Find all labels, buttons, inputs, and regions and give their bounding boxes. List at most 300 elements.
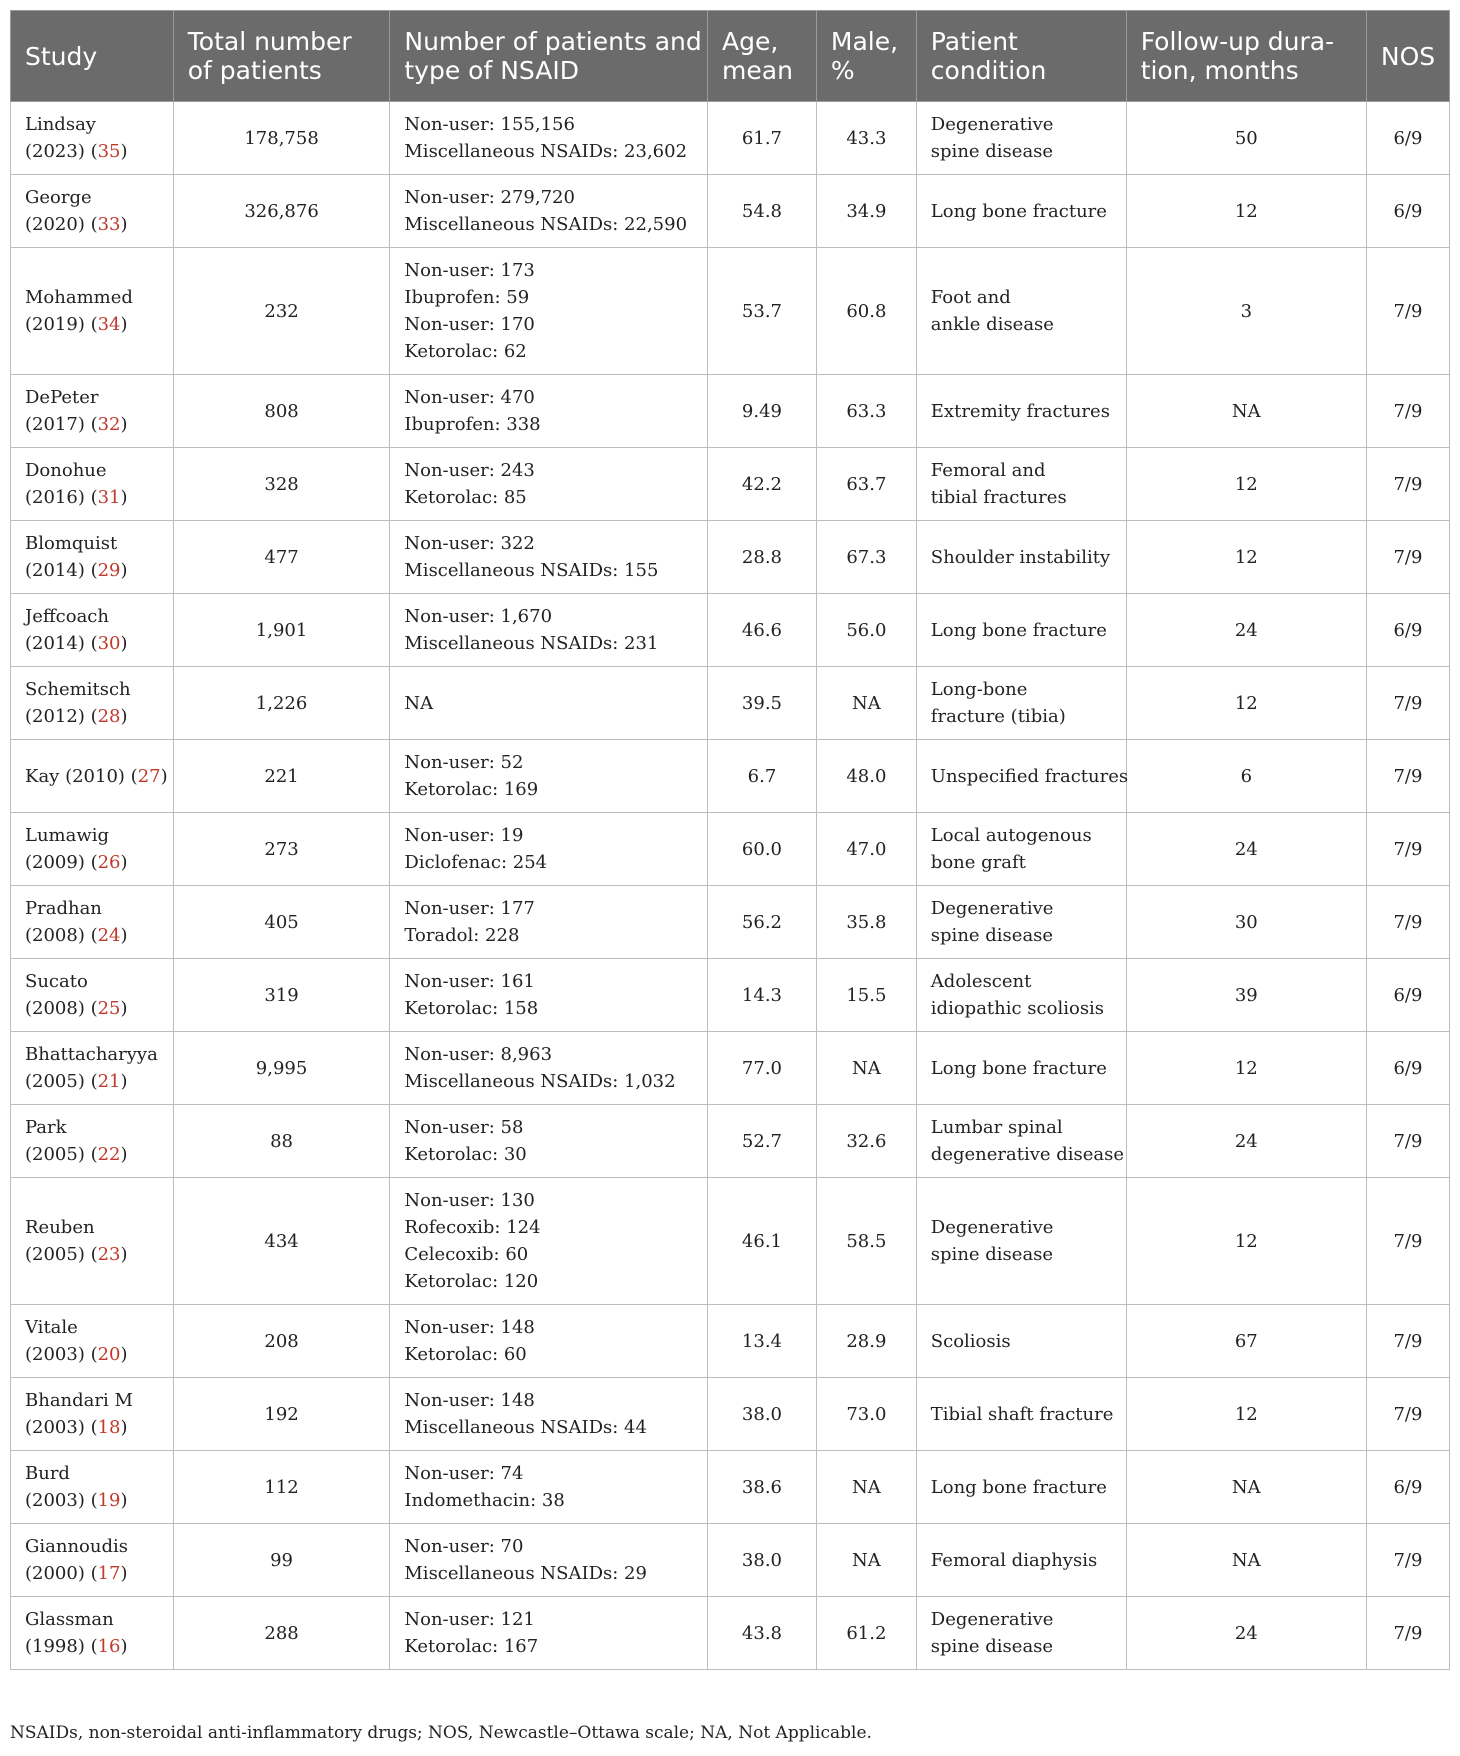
reference-link: 21 xyxy=(97,1071,121,1092)
followup-cell: 12 xyxy=(1126,175,1366,248)
condition-line: spine disease xyxy=(930,925,1054,946)
followup-cell: 24 xyxy=(1126,813,1366,886)
nos-cell: 7/9 xyxy=(1366,248,1449,375)
nsaid-cell xyxy=(390,1451,708,1524)
condition-line: Degenerative xyxy=(930,1609,1054,1630)
condition-cell xyxy=(916,1378,1126,1451)
age-cell: 43.8 xyxy=(708,1597,817,1670)
followup-cell: NA xyxy=(1126,1451,1366,1524)
condition-cell xyxy=(916,886,1126,959)
condition-line: idiopathic scoliosis xyxy=(930,998,1105,1019)
nsaid-cell xyxy=(390,1105,708,1178)
total-patients-cell: 208 xyxy=(173,1305,390,1378)
nsaid-cell xyxy=(390,1032,708,1105)
reference-link: 29 xyxy=(97,560,121,581)
total-patients-cell: 434 xyxy=(173,1178,390,1305)
study-name: Bhandari M xyxy=(25,1390,133,1411)
nsaid-line: Non-user: 148 xyxy=(404,1317,535,1338)
nsaid-line: Non-user: 155,156 xyxy=(404,114,575,135)
condition-cell xyxy=(916,1032,1126,1105)
condition-cell xyxy=(916,248,1126,375)
male-cell: 73.0 xyxy=(816,1378,916,1451)
nsaid-line: Non-user: 148 xyxy=(404,1390,535,1411)
total-patients-cell: 319 xyxy=(173,959,390,1032)
reference-link: 27 xyxy=(137,765,161,787)
nsaid-line: Miscellaneous NSAIDs: 22,590 xyxy=(404,214,688,235)
nsaid-cell xyxy=(390,1305,708,1378)
table-footnote: NSAIDs, non-steroidal anti-inflammatory drugs; NOS, Newcastle–Ottawa scale; NA, Not Applicable. xyxy=(10,1723,872,1743)
nsaid-line: Non-user: 243 xyxy=(404,460,535,481)
table-row xyxy=(11,521,1450,594)
nos-cell: 7/9 xyxy=(1366,740,1449,813)
table-row xyxy=(11,1378,1450,1451)
reference-link: 35 xyxy=(97,141,121,162)
condition-line: spine disease xyxy=(930,141,1054,162)
study-name: Blomquist xyxy=(25,533,118,554)
study-name: Sucato xyxy=(25,971,88,992)
condition-cell xyxy=(916,959,1126,1032)
condition-cell xyxy=(916,1524,1126,1597)
total-patients-cell: 808 xyxy=(173,375,390,448)
nsaid-line: Ketorolac: 30 xyxy=(404,1144,527,1165)
nos-cell: 6/9 xyxy=(1366,175,1449,248)
condition-line: Long bone fracture xyxy=(930,200,1107,222)
condition-line: Long bone fracture xyxy=(930,1057,1107,1079)
study-year: (2008) xyxy=(25,998,85,1019)
followup-cell: 24 xyxy=(1126,1597,1366,1670)
nsaid-cell xyxy=(390,1524,708,1597)
study-name: Donohue xyxy=(25,460,107,481)
study-year: (2019) xyxy=(25,314,85,335)
followup-cell: 30 xyxy=(1126,886,1366,959)
condition-line: Femoral and xyxy=(930,460,1046,481)
nos-cell: 7/9 xyxy=(1366,667,1449,740)
study-cell: Pradhan (2008) (24) xyxy=(11,886,174,959)
nsaid-line: Ketorolac: 158 xyxy=(404,998,539,1019)
age-cell: 38.0 xyxy=(708,1524,817,1597)
study-cell: Blomquist (2014) (29) xyxy=(11,521,174,594)
male-cell: 61.2 xyxy=(816,1597,916,1670)
nsaid-line: Ibuprofen: 59 xyxy=(404,287,530,308)
reference-link: 34 xyxy=(97,314,121,335)
total-patients-cell: 112 xyxy=(173,1451,390,1524)
table-header xyxy=(11,11,1450,102)
followup-cell: 12 xyxy=(1126,1032,1366,1105)
total-patients-cell: 326,876 xyxy=(173,175,390,248)
male-cell: 48.0 xyxy=(816,740,916,813)
nsaid-cell xyxy=(390,813,708,886)
age-cell: 38.6 xyxy=(708,1451,817,1524)
condition-line: Long bone fracture xyxy=(930,1476,1107,1498)
nos-cell: 7/9 xyxy=(1366,521,1449,594)
total-patients-cell: 88 xyxy=(173,1105,390,1178)
study-year: (2023) xyxy=(25,141,85,162)
age-cell: 46.1 xyxy=(708,1178,817,1305)
table-row xyxy=(11,667,1450,740)
reference-link: 22 xyxy=(97,1144,121,1165)
study-cell: Lumawig (2009) (26) xyxy=(11,813,174,886)
condition-line: Adolescent xyxy=(930,971,1032,992)
nsaid-line: Miscellaneous NSAIDs: 23,602 xyxy=(404,141,688,162)
header-male: Male, % xyxy=(816,11,916,102)
condition-cell xyxy=(916,1451,1126,1524)
followup-cell: 12 xyxy=(1126,521,1366,594)
nsaid-line: Non-user: 52 xyxy=(404,752,524,773)
nsaid-line: NA xyxy=(404,692,434,714)
nos-cell: 7/9 xyxy=(1366,1178,1449,1305)
condition-cell xyxy=(916,375,1126,448)
male-cell: NA xyxy=(816,667,916,740)
nsaid-line: Non-user: 8,963 xyxy=(404,1044,553,1065)
nsaid-line: Non-user: 130 xyxy=(404,1190,535,1211)
study-name: Burd xyxy=(25,1463,70,1484)
table-row xyxy=(11,1305,1450,1378)
table-row xyxy=(11,175,1450,248)
total-patients-cell: 288 xyxy=(173,1597,390,1670)
age-cell: 77.0 xyxy=(708,1032,817,1105)
condition-line: Shoulder instability xyxy=(930,546,1111,568)
condition-line: Degenerative xyxy=(930,898,1054,919)
nos-cell: 7/9 xyxy=(1366,813,1449,886)
study-year: (2003) xyxy=(25,1490,85,1511)
condition-line: Degenerative xyxy=(930,1217,1054,1238)
nsaid-line: Ketorolac: 167 xyxy=(404,1636,539,1657)
reference-link: 26 xyxy=(97,852,121,873)
followup-cell: 39 xyxy=(1126,959,1366,1032)
nsaid-line: Non-user: 161 xyxy=(404,971,535,992)
study-cell: Park (2005) (22) xyxy=(11,1105,174,1178)
study-cell: Jeffcoach (2014) (30) xyxy=(11,594,174,667)
study-name: Pradhan xyxy=(25,898,102,919)
study-cell: Vitale (2003) (20) xyxy=(11,1305,174,1378)
nsaid-line: Miscellaneous NSAIDs: 155 xyxy=(404,560,659,581)
age-cell: 6.7 xyxy=(708,740,817,813)
nos-cell: 7/9 xyxy=(1366,1524,1449,1597)
header-nos: NOS xyxy=(1366,11,1449,102)
total-patients-cell: 9,995 xyxy=(173,1032,390,1105)
reference-link: 18 xyxy=(97,1417,121,1438)
condition-line: Foot and xyxy=(930,287,1011,308)
nsaid-line: Ketorolac: 85 xyxy=(404,487,527,508)
nsaid-line: Toradol: 228 xyxy=(404,925,520,946)
condition-line: Unspecified fractures xyxy=(930,765,1129,787)
age-cell: 28.8 xyxy=(708,521,817,594)
study-cell: Reuben (2005) (23) xyxy=(11,1178,174,1305)
nsaid-line: Celecoxib: 60 xyxy=(404,1244,529,1265)
condition-cell xyxy=(916,740,1129,813)
nsaid-cell xyxy=(390,102,708,175)
nsaid-line: Miscellaneous NSAIDs: 1,032 xyxy=(404,1071,676,1092)
study-name: Giannoudis xyxy=(25,1536,128,1557)
condition-line: fracture (tibia) xyxy=(930,706,1066,727)
nsaid-cell xyxy=(390,959,708,1032)
condition-cell xyxy=(916,594,1126,667)
header-nsaid: Number of patients and type of NSAID xyxy=(390,11,708,102)
study-name: DePeter xyxy=(25,387,99,408)
table-row xyxy=(11,1524,1450,1597)
study-year: (2005) xyxy=(25,1244,85,1265)
total-patients-cell: 192 xyxy=(173,1378,390,1451)
total-patients-cell: 273 xyxy=(173,813,390,886)
male-cell: NA xyxy=(816,1032,916,1105)
nsaid-cell xyxy=(390,1178,708,1305)
table-row xyxy=(11,594,1450,667)
table-row xyxy=(11,813,1450,886)
nsaid-line: Non-user: 322 xyxy=(404,533,535,554)
followup-cell: 24 xyxy=(1126,1105,1366,1178)
condition-cell xyxy=(916,1597,1126,1670)
condition-cell xyxy=(916,1105,1126,1178)
reference-link: 19 xyxy=(97,1490,121,1511)
nsaid-line: Ketorolac: 62 xyxy=(404,341,527,362)
condition-line: bone graft xyxy=(930,852,1026,873)
nos-cell: 7/9 xyxy=(1366,1378,1449,1451)
male-cell: 67.3 xyxy=(816,521,916,594)
table-row xyxy=(11,886,1450,959)
study-year: (2003) xyxy=(25,1344,85,1365)
condition-line: ankle disease xyxy=(930,314,1054,335)
age-cell: 38.0 xyxy=(708,1378,817,1451)
nsaid-line: Ketorolac: 60 xyxy=(404,1344,527,1365)
condition-line: degenerative disease xyxy=(930,1144,1125,1165)
male-cell: 58.5 xyxy=(816,1178,916,1305)
nsaid-line: Miscellaneous NSAIDs: 29 xyxy=(404,1563,647,1584)
study-name: Lumawig xyxy=(25,825,110,846)
table-row xyxy=(11,740,1450,813)
age-cell: 53.7 xyxy=(708,248,817,375)
nsaid-line: Non-user: 170 xyxy=(404,314,535,335)
nsaid-line: Non-user: 1,670 xyxy=(404,606,553,627)
nsaid-line: Non-user: 470 xyxy=(404,387,535,408)
study-year: (2005) xyxy=(25,1144,85,1165)
male-cell: 15.5 xyxy=(816,959,916,1032)
nos-cell: 7/9 xyxy=(1366,448,1449,521)
nos-cell: 6/9 xyxy=(1366,594,1449,667)
nsaid-cell xyxy=(390,1597,708,1670)
study-cell: Giannoudis (2000) (17) xyxy=(11,1524,174,1597)
study-cell: Bhattacharyya (2005) (21) xyxy=(11,1032,174,1105)
table-row xyxy=(11,1105,1450,1178)
study-year: (2020) xyxy=(25,214,85,235)
reference-link: 16 xyxy=(97,1636,121,1657)
table-row xyxy=(11,102,1450,175)
table-row xyxy=(11,1032,1450,1105)
total-patients-cell: 221 xyxy=(173,740,390,813)
study-cell: Mohammed (2019) (34) xyxy=(11,248,174,375)
age-cell: 46.6 xyxy=(708,594,817,667)
condition-line: spine disease xyxy=(930,1244,1054,1265)
study-cell: Lindsay (2023) (35) xyxy=(11,102,174,175)
followup-cell: 12 xyxy=(1126,448,1366,521)
nsaid-line: Indomethacin: 38 xyxy=(404,1490,565,1511)
header-condition: Patient condition xyxy=(916,11,1126,102)
reference-link: 32 xyxy=(97,414,121,435)
nsaid-cell xyxy=(390,594,708,667)
study-year: (1998) xyxy=(25,1636,85,1657)
study-name: Jeffcoach xyxy=(25,606,109,627)
nos-cell: 7/9 xyxy=(1366,1305,1449,1378)
nos-cell: 7/9 xyxy=(1366,375,1449,448)
reference-link: 28 xyxy=(97,706,121,727)
nsaid-line: Ketorolac: 169 xyxy=(404,779,539,800)
study-year: (2012) xyxy=(25,706,85,727)
male-cell: 43.3 xyxy=(816,102,916,175)
age-cell: 56.2 xyxy=(708,886,817,959)
followup-cell: 24 xyxy=(1126,594,1366,667)
condition-cell xyxy=(916,813,1126,886)
table-row xyxy=(11,248,1450,375)
condition-line: tibial fractures xyxy=(930,487,1067,508)
male-cell: NA xyxy=(816,1524,916,1597)
male-cell: 63.3 xyxy=(816,375,916,448)
reference-link: 30 xyxy=(97,633,121,654)
followup-cell: 12 xyxy=(1126,1378,1366,1451)
condition-line: Degenerative xyxy=(930,114,1054,135)
age-cell: 61.7 xyxy=(708,102,817,175)
followup-cell: 50 xyxy=(1126,102,1366,175)
nsaid-line: Non-user: 279,720 xyxy=(404,187,575,208)
condition-line: Long bone fracture xyxy=(930,619,1107,641)
condition-cell xyxy=(916,521,1126,594)
nsaid-line: Miscellaneous NSAIDs: 231 xyxy=(404,633,659,654)
nos-cell: 6/9 xyxy=(1366,1451,1449,1524)
study-name: Glassman xyxy=(25,1609,114,1630)
table-row xyxy=(11,959,1450,1032)
table-container xyxy=(10,10,1450,1670)
followup-cell: NA xyxy=(1126,375,1366,448)
age-cell: 52.7 xyxy=(708,1105,817,1178)
header-followup: Follow-up dura- tion, months xyxy=(1126,11,1366,102)
total-patients-cell: 99 xyxy=(173,1524,390,1597)
study-year: (2016) xyxy=(25,487,85,508)
nos-cell: 6/9 xyxy=(1366,102,1449,175)
study-name: Schemitsch xyxy=(25,679,131,700)
table-body xyxy=(11,102,1450,1670)
age-cell: 14.3 xyxy=(708,959,817,1032)
followup-cell: 67 xyxy=(1126,1305,1366,1378)
total-patients-cell: 328 xyxy=(173,448,390,521)
condition-line: Extremity fractures xyxy=(930,400,1110,422)
condition-line: Tibial shaft fracture xyxy=(930,1403,1114,1425)
nsaid-line: Non-user: 58 xyxy=(404,1117,524,1138)
reference-link: 25 xyxy=(97,998,121,1019)
study-name: Bhattacharyya xyxy=(25,1044,158,1065)
study-name: Vitale xyxy=(25,1317,78,1338)
study-year: (2008) xyxy=(25,925,85,946)
studies-table xyxy=(10,10,1450,1670)
followup-cell: NA xyxy=(1126,1524,1366,1597)
study-cell: George (2020) (33) xyxy=(11,175,174,248)
nos-cell: 6/9 xyxy=(1366,1032,1449,1105)
study-year: (2017) xyxy=(25,414,85,435)
total-patients-cell: 1,226 xyxy=(173,667,390,740)
reference-link: 33 xyxy=(97,214,121,235)
male-cell: 28.9 xyxy=(816,1305,916,1378)
reference-link: 24 xyxy=(97,925,121,946)
reference-link: 20 xyxy=(97,1344,121,1365)
study-cell: Burd (2003) (19) xyxy=(11,1451,174,1524)
followup-cell: 12 xyxy=(1126,667,1366,740)
male-cell: 60.8 xyxy=(816,248,916,375)
condition-line: Scoliosis xyxy=(930,1330,1011,1352)
condition-cell xyxy=(916,175,1126,248)
condition-cell xyxy=(916,102,1126,175)
nos-cell: 7/9 xyxy=(1366,1105,1449,1178)
study-name: Reuben xyxy=(25,1217,95,1238)
male-cell: 35.8 xyxy=(816,886,916,959)
nos-cell: 7/9 xyxy=(1366,1597,1449,1670)
condition-cell xyxy=(916,1178,1126,1305)
age-cell: 9.49 xyxy=(708,375,817,448)
study-name: Mohammed xyxy=(25,287,133,308)
header-study: Study xyxy=(11,11,174,102)
condition-line: spine disease xyxy=(930,1636,1054,1657)
nsaid-line: Ketorolac: 120 xyxy=(404,1271,539,1292)
study-cell: Glassman (1998) (16) xyxy=(11,1597,174,1670)
nsaid-line: Non-user: 70 xyxy=(404,1536,524,1557)
table-row xyxy=(11,1451,1450,1524)
study-name: Kay (2010) xyxy=(25,765,125,787)
nsaid-cell xyxy=(390,448,708,521)
age-cell: 39.5 xyxy=(708,667,817,740)
study-cell: Sucato (2008) (25) xyxy=(11,959,174,1032)
age-cell: 54.8 xyxy=(708,175,817,248)
table-row xyxy=(11,375,1450,448)
table-row xyxy=(11,1597,1450,1670)
study-year: (2000) xyxy=(25,1563,85,1584)
condition-cell xyxy=(916,1305,1126,1378)
total-patients-cell: 477 xyxy=(173,521,390,594)
nsaid-line: Miscellaneous NSAIDs: 44 xyxy=(404,1417,647,1438)
followup-cell: 3 xyxy=(1126,248,1366,375)
male-cell: 47.0 xyxy=(816,813,916,886)
total-patients-cell: 1,901 xyxy=(173,594,390,667)
nsaid-line: Ibuprofen: 338 xyxy=(404,414,541,435)
condition-line: Long-bone xyxy=(930,679,1028,700)
nsaid-cell xyxy=(390,175,708,248)
study-year: (2009) xyxy=(25,852,85,873)
study-cell: Donohue (2016) (31) xyxy=(11,448,174,521)
nsaid-cell xyxy=(390,740,708,813)
reference-link: 31 xyxy=(97,487,121,508)
study-name: George xyxy=(25,187,92,208)
table-row xyxy=(11,1178,1450,1305)
male-cell: 63.7 xyxy=(816,448,916,521)
age-cell: 60.0 xyxy=(708,813,817,886)
nsaid-cell xyxy=(390,667,708,740)
nsaid-line: Non-user: 121 xyxy=(404,1609,535,1630)
total-patients-cell: 405 xyxy=(173,886,390,959)
study-year: (2014) xyxy=(25,633,85,654)
followup-cell: 12 xyxy=(1126,1178,1366,1305)
nsaid-cell xyxy=(390,248,708,375)
nsaid-line: Rofecoxib: 124 xyxy=(404,1217,541,1238)
nsaid-line: Non-user: 19 xyxy=(404,825,524,846)
nos-cell: 7/9 xyxy=(1366,886,1449,959)
study-cell: Schemitsch (2012) (28) xyxy=(11,667,174,740)
nsaid-cell xyxy=(390,375,708,448)
study-year: (2014) xyxy=(25,560,85,581)
nsaid-line: Diclofenac: 254 xyxy=(404,852,548,873)
nsaid-line: Non-user: 74 xyxy=(404,1463,524,1484)
header-age: Age, mean xyxy=(708,11,817,102)
male-cell: 34.9 xyxy=(816,175,916,248)
male-cell: 56.0 xyxy=(816,594,916,667)
table-row xyxy=(11,448,1450,521)
condition-line: Lumbar spinal xyxy=(930,1117,1063,1138)
reference-link: 17 xyxy=(97,1563,121,1584)
condition-cell xyxy=(916,667,1126,740)
